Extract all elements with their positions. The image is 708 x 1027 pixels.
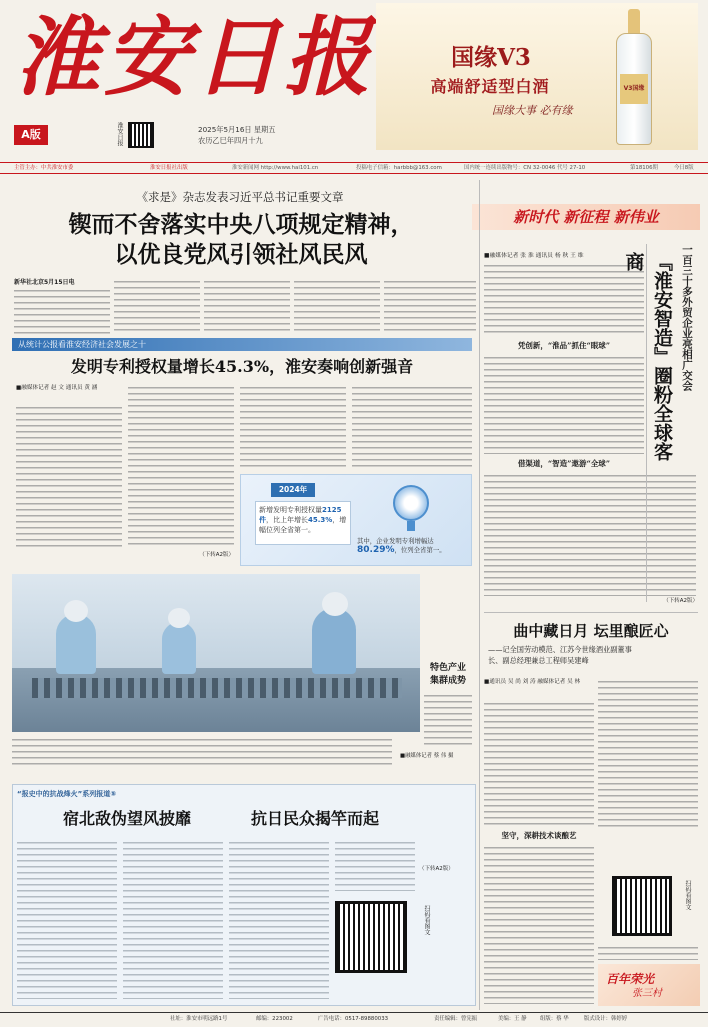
history-box bbox=[12, 784, 476, 1006]
masthead-qr-label: 淮安日报 bbox=[116, 122, 123, 146]
info-website[interactable]: 淮安新闻网 http://www.hai101.cn bbox=[232, 165, 319, 171]
footer-editor: 责任编辑：曾宪振 bbox=[434, 1016, 478, 1022]
slogan-banner bbox=[472, 204, 700, 230]
stat-1-pct: 45.3% bbox=[308, 516, 333, 524]
history-continued: （下转A2版） bbox=[419, 866, 454, 872]
info-sponsor: 主管主办：中共淮安市委 bbox=[14, 165, 74, 171]
feature-continued: （下转A2版） bbox=[663, 598, 698, 604]
feature-section-1: 凭创新，“淮品”抓住“眼球” bbox=[517, 341, 611, 350]
stat-2-pre: 其中，企业发明专利增幅达 bbox=[357, 537, 434, 545]
info-publisher: 淮安日报社出版 bbox=[150, 165, 188, 171]
history-qr-label: 扫码看图文 bbox=[423, 905, 430, 935]
craftsman-subhead-2: 长、副总经理兼总工程师吴建峰 bbox=[488, 656, 589, 665]
footer-postcode: 邮编：223002 bbox=[256, 1016, 293, 1022]
info-bar bbox=[0, 162, 708, 174]
patent-icon bbox=[367, 483, 455, 533]
econ-infographic bbox=[240, 474, 472, 566]
craftsman-headline: 曲中藏日月 坛里酿匠心 bbox=[513, 622, 669, 640]
econ-banner-text: 从统计公报看淮安经济社会发展之十 bbox=[18, 340, 146, 349]
feature-vertical-subtitle: 一百三十多外贸企业亮相广交会 bbox=[681, 244, 693, 391]
lead-headline-2: 以优良党风引领社风民风 bbox=[114, 241, 368, 268]
issue-date: 2025年5月16日 星期五 bbox=[198, 125, 276, 134]
lead-body bbox=[14, 278, 476, 334]
anniv-line-1: 百年荣光 bbox=[606, 972, 655, 986]
lead-headline-1: 锲而不舍落实中央八项规定精神， bbox=[68, 211, 414, 238]
edition-badge: A版 bbox=[14, 125, 48, 145]
info-pages: 今日8版 bbox=[674, 165, 694, 171]
econ-headline: 发明专利授权量增长45.3%，淮安奏响创新强音 bbox=[70, 357, 414, 376]
craftsman-section-1: 坚守，深耕技术谈酿艺 bbox=[501, 831, 577, 840]
photo-headline-1: 特色产业 bbox=[429, 663, 466, 673]
ad-brand: 国缘V3 bbox=[451, 44, 531, 71]
stat-1-value: 2125件 bbox=[259, 506, 342, 524]
lunar-date: 农历乙巳年四月十九 bbox=[198, 136, 263, 145]
history-headline-1: 宿北敌伪望风披靡 bbox=[63, 809, 192, 828]
ad-slogan: 高端舒适型白酒 bbox=[430, 77, 550, 96]
anniv-line-2: 张三村 bbox=[632, 988, 662, 999]
newspaper-title: 淮安日报 bbox=[14, 7, 374, 108]
footer-proofread: 组版：蔡 华 bbox=[540, 1016, 569, 1022]
stat-1-pre: 新增发明专利授权量 bbox=[259, 506, 322, 514]
photo-credit: ■融媒体记者 蔡 伟 摄 bbox=[400, 753, 454, 759]
slogan-text: 新时代 新征程 新伟业 bbox=[513, 208, 659, 226]
feature-section-2: 借渠道，“智造”遨游“全球” bbox=[517, 459, 611, 468]
ad-bottle bbox=[608, 9, 660, 147]
econ-banner bbox=[12, 338, 472, 351]
info-cn: 国内统一连续出版物号：CN 32-0046 代号 27-10 bbox=[464, 165, 586, 171]
ad-bottle-label: V3国缘 bbox=[620, 74, 648, 104]
lead-kicker: 《求是》杂志发表习近平总书记重要文章 bbox=[136, 190, 344, 204]
craftsman-byline: ■通讯员 吴 尚 刘 涛 融媒体记者 吴 林 bbox=[484, 679, 581, 685]
footer-address: 社址：淮安市明远路1号 bbox=[170, 1016, 228, 1022]
craftsman-qr-icon[interactable] bbox=[612, 876, 672, 936]
feature-byline: ■融媒体记者 张 淮 通讯员 杨 秋 王 维 bbox=[484, 253, 584, 259]
footer-designer: 美编：王 静 bbox=[498, 1016, 527, 1022]
liquor-ad[interactable] bbox=[376, 3, 698, 150]
stat-1-mid: ，比上年增长 bbox=[266, 516, 308, 524]
craftsman-qr-label: 扫码看图文 bbox=[684, 880, 691, 910]
anniversary-ad bbox=[598, 964, 700, 1006]
econ-byline: ■融媒体记者 赵 文 通讯员 黄 涵 bbox=[16, 385, 98, 391]
craftsman-subhead-1: ——记全国劳动模范、江苏今世缘酒业副董事 bbox=[488, 645, 632, 654]
stat-1-post: ，增幅位列全省第一。 bbox=[259, 516, 347, 534]
info-issue: 第18106期 bbox=[630, 165, 658, 171]
masthead-qr-icon[interactable] bbox=[128, 122, 154, 148]
footer-review: 版式设计：韩婷婷 bbox=[584, 1016, 628, 1022]
history-headline-2: 抗日民众揭竿而起 bbox=[251, 809, 380, 828]
feature-vertical-title: 『淮安智造』圈粉全球客商 bbox=[622, 252, 673, 461]
lead-dateline: 新华社北京5月15日电 bbox=[14, 279, 75, 286]
info-email[interactable]: 投稿电子信箱：harbbb@163.com bbox=[356, 165, 442, 171]
footer-bar bbox=[0, 1012, 708, 1025]
infographic-stat-1 bbox=[255, 501, 351, 545]
stat-2-post: ，位列全省第一。 bbox=[394, 546, 446, 554]
stat-2-value: 80.29% bbox=[357, 545, 395, 555]
footer-phone: 广告电话：0517-89880033 bbox=[318, 1016, 389, 1022]
history-qr-icon[interactable] bbox=[335, 901, 407, 973]
infographic-year: 2024年 bbox=[271, 483, 315, 497]
infographic-stat-2 bbox=[357, 537, 467, 563]
factory-photo bbox=[12, 574, 420, 732]
masthead bbox=[0, 0, 708, 150]
econ-continued: （下转A2版） bbox=[199, 552, 234, 558]
ad-tagline: 国缘大事 必有缘 bbox=[492, 104, 573, 117]
history-banner: “报史中的抗战烽火”系列报道⑤ bbox=[17, 790, 117, 798]
photo-headline-2: 集群成势 bbox=[429, 676, 466, 686]
